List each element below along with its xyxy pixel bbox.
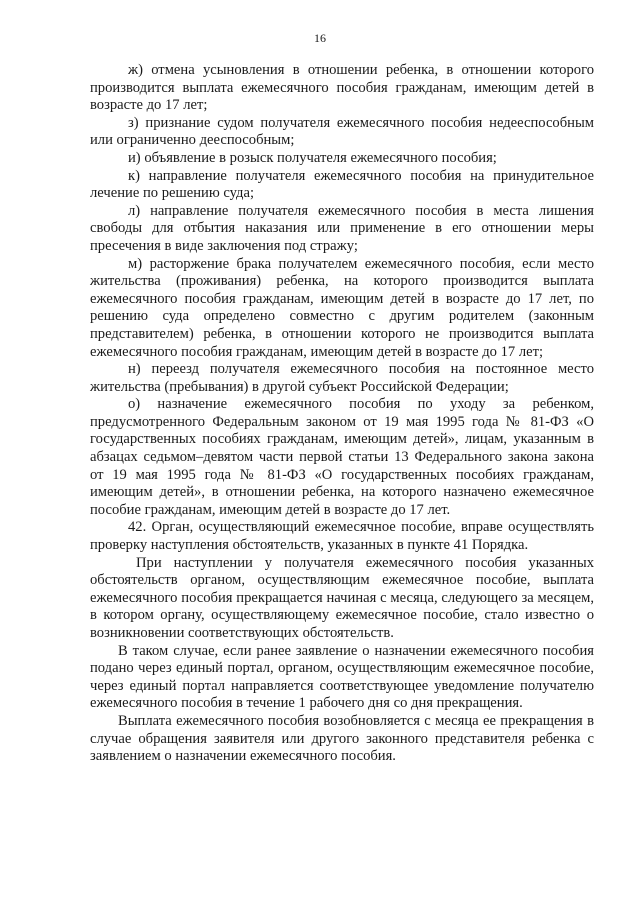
paragraph-o: о) назначение ежемесячного пособия по уходу за ребенком, предусмотренного Федеральным законом от 19 мая 1995 года № 81-ФЗ «О государственных пособиях гражданам, имеющим детей», лицам, указанным в абзацах седьмом–девятом части первой статьи 13 Федерального закона закона от 19 мая 1995 года № 81-ФЗ «О государственных пособиях гражданам, имеющим детей», в отношении ребенка, на которого назначено ежемесячное пособие гражданам, имеющим детей в возрасте до 17 лет. bbox=[90, 396, 594, 518]
paragraph-zh: ж) отмена усыновления в отношении ребенка, в отношении которого производится выплата ежемесячного пособия гражданам, имеющим детей в возрасте до 17 лет; bbox=[90, 62, 594, 114]
paragraph-m: м) расторжение брака получателем ежемесячного пособия, если место жительства (проживания) ребенка, на которого производится выплата ежемесячного пособия гражданам, имеющим детей в возрасте до 17 лет, по решению суда определено совместно с другим родителем (законным представителем) ребенка, в отношении которого не производится выплата ежемесячного пособия гражданам, имеющим детей в возрасте до 17 лет; bbox=[90, 255, 594, 360]
paragraph-resumption: Выплата ежемесячного пособия возобновляется с месяца ее прекращения в случае обращения заявителя или другого законного представителя ребенка с заявлением о назначении ежемесячного пособия. bbox=[90, 712, 594, 765]
paragraph-42: 42. Орган, осуществляющий ежемесячное пособие, вправе осуществлять проверку наступления обстоятельств, указанных в пункте 41 Порядка. bbox=[90, 519, 594, 554]
paragraph-n: н) переезд получателя ежемесячного пособия на постоянное место жительства (пребывания) в другой субъект Российской Федерации; bbox=[90, 361, 594, 395]
paragraph-k: к) направление получателя ежемесячного пособия на принудительное лечение по решению суда; bbox=[90, 167, 594, 202]
paragraph-notification: В таком случае, если ранее заявление о назначении ежемесячного пособия подано через единый портал, органом, осуществляющим ежемесячное пособие, через единый портал направляется соответствующее уведомление получателю ежемесячного пособия в течение 1 рабочего дня со дня прекращения. bbox=[90, 642, 594, 712]
paragraph-z: з) признание судом получателя ежемесячного пособия недееспособным или ограниченно дееспособным; bbox=[90, 114, 594, 149]
page-number: 16 bbox=[314, 31, 326, 45]
paragraph-i: и) объявление в розыск получателя ежемесячного пособия; bbox=[128, 149, 497, 166]
document-body bbox=[90, 62, 594, 766]
paragraph-termination: При наступлении у получателя ежемесячного пособия указанных обстоятельств органом, осуществляющим ежемесячное пособие, выплата ежемесячного пособия прекращается начиная с месяца, следующего за месяцем, в котором органу, осуществляющему ежемесячное пособие, стало известно о возникновении соответствующих обстоятельств. bbox=[90, 554, 594, 641]
paragraph-l: л) направление получателя ежемесячного пособия в места лишения свободы для отбытия наказания или применение в его отношении меры пресечения в виде заключения под стражу; bbox=[90, 202, 594, 254]
